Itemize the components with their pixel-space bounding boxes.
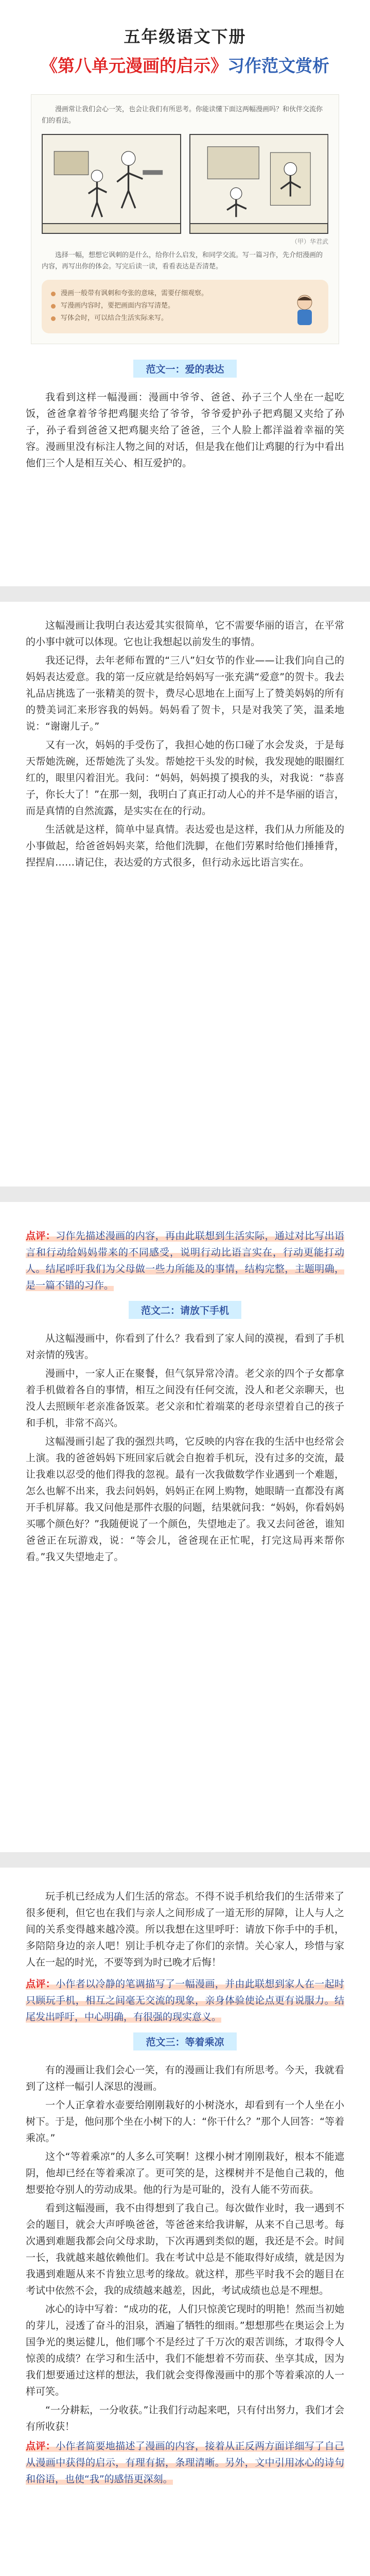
comic-left-image: [42, 134, 181, 234]
comment-label: 点评：: [26, 1978, 56, 1990]
comic-caption: （甲）华君武: [291, 238, 328, 245]
essay-2-comment: [26, 1976, 344, 2025]
essay-2-paragraph-2: 漫画中，一家人正在聚餐，但气氛异常冷清。老父亲的四个子女都拿着手机做着各自的事情，相互之间没有任何交流，没人和老父亲聊天，也没人去照顾年老亲准备饭菜。老父亲和忙着端菜的老母亲望着自己的孩子和手机，非常不高兴。: [26, 1368, 344, 1429]
page-3: [0, 1202, 370, 1852]
tip-item: 漫画一般带有讽刺和夸张的意味，需要仔细观察。: [51, 288, 319, 299]
tip-item: 写体会时，可以结合生活实际来写。: [51, 313, 319, 324]
essay-1-paragraph-2: 这幅漫画让我明白表达爱其实很简单，它不需要华丽的语言，在平常的小事中就可以体现。它也让我想起以前发生的事情。: [26, 620, 344, 648]
essay-1-comment-text: 习作先描述漫画的内容，再由此联想到生活实际，通过对比写出语言和行动给妈妈带来的不同感受，说明行动比语言实在，行动更能打动人。结尾呼吁我们为父母做一些力所能及的事情，结构完整，主题明确，是一篇不错的习作。: [26, 1230, 344, 1291]
title-subtitle: 习作范文赏析: [227, 56, 329, 76]
title-line-1: 五年级语文下册: [124, 27, 246, 46]
essay-3-paragraph-1: 有的漫画让我们会心一笑，有的漫画让我们有所思考。今天，我就看到了这样一幅引人深思的漫画。: [26, 2064, 344, 2092]
essay-1-paragraph-5: 生活就是这样，简单中显真情。表达爱也是这样，我们从力所能及的小事做起，给爸爸妈妈夹菜，给他们洗脚，在他们劳累时给他们捶捶背，捏捏肩……请记住，表达爱的方式很多，但行动永远比语言实在。: [26, 824, 344, 868]
essay-1-paragraph-3: 我还记得，去年老师布置的“三八”妇女节的作业——让我们向自己的妈妈表达爱意。我的第一反应就是给妈妈写一张充满“爱意”的贺卡。我去礼品店挑选了一张精美的贺卡，费尽心思地在上面写上了赞美妈妈的所有的赞美词汇来形容我的妈妈。妈妈看了贺卡，只是对我笑了笑，温柔地说：“谢谢儿子。”: [26, 655, 344, 732]
essay-3-paragraph-3: 这个“等着乘凉”的人多么可笑啊！这棵小树才刚刚栽好，根本不能遮阴，他却已经在等着乘凉了。更可笑的是，这棵树并不是他自己栽的，他想要抢夺别人的劳动成果。他的行为是可耻的，没有人能不劳而获。: [26, 2151, 344, 2195]
essay-2-paragraph-1: 从这幅漫画中，你看到了什么？我看到了家人间的漠视，看到了手机对亲情的残害。: [26, 1333, 344, 1361]
textbook-excerpt: [31, 94, 339, 344]
essay-3-heading: 范文三：等着乘凉: [0, 2032, 370, 2050]
document-title: [0, 0, 370, 77]
tip-item: 写漫画内容时，要把画面内容写清楚。: [51, 300, 319, 312]
comment-label: 点评：: [26, 2441, 56, 2452]
title-book-name: 《第八单元漫画的启示》: [41, 56, 227, 76]
student-illustration-icon: [289, 292, 320, 328]
comment-label: 点评：: [26, 1230, 56, 1242]
bullet-icon: [51, 304, 56, 309]
comic-left-drawing: [43, 135, 180, 223]
comic-right-drawing: [190, 135, 328, 223]
essay-3-paragraph-4: 看到这幅漫画，我不由得想到了我自己。每次做作业时，我一遇到不会的题目，就会大声呼唤爸爸，等爸爸来给我讲解，从来不自己思考。每次遇到难题我都会向父母求助，下次再遇到类似的题，我还是不会。时间一长，我就越来越依赖他们。我在考试中总是不能取得好成绩，就是因为我遇到难题从来不肯独立思考的缘故。就这样，那些平时我不会的题目在考试中依然不会，我的成绩越来越差，因此，考试成绩也总是不理想。: [26, 2202, 344, 2296]
essay-1-heading: 范文一：爱的表达: [0, 360, 370, 378]
essay-2-comment-text: 小作者以冷静的笔调描写了一幅漫画，并由此联想到家人在一起时只顾玩手机，相互之间毫无交流的现象，亲身体验使论点更有说服力。结尾发出呼吁，中心明确，有很强的现实意义。: [26, 1978, 344, 2023]
title-line-2: [41, 53, 329, 77]
bullet-icon: [51, 316, 56, 321]
comic-images: [42, 134, 328, 234]
page-2: [0, 602, 370, 1187]
essay-3-paragraph-2: 一个人正拿着水壶要给刚刚栽好的小树浇水，却看到有一个人坐在小树下。于是，他问那个坐在小树下的人：“你干什么？”那个人回答：“等着乘凉。”: [26, 2099, 344, 2144]
bullet-icon: [51, 292, 56, 296]
essay-3-paragraph-5: 冰心的诗中写着：“成功的花，人们只惊羡它现时的明艳！然而当初她的芽儿，浸透了奋斗的泪泉，洒遍了牺牲的细雨。”想想那些在奥运会上为国争光的奥运健儿，他们哪个不是经过了千万次的艰苦训练，才取得令人惊羡的成绩？在学习和生活中，我们不能想着不劳而获、坐享其成，因为我们想要通过这样的想法，我们就会变得像漫画中的那个等着乘凉的人一样可笑。: [26, 2303, 344, 2397]
essay-3-comment: [26, 2438, 344, 2487]
essay-2-paragraph-4: 玩手机已经成为人们生活的常态。不得不说手机给我们的生活带来了很多便利，但它也在我们与亲人之间形成了一道无形的屏障，让人与人之间的关系变得越来越冷漠。所以我想在这里呼吁：请放下你手中的手机，多陪陪身边的亲人吧！别让手机夺走了你们的亲情。关心家人，珍惜与家人在一起的时光，不要等到为时已晚才后悔！: [26, 1891, 344, 1968]
textbook-instructions: 选择一幅，想想它讽刺的是什么，给你什么启发，和同学交流。写一篇习作，先介绍漫画的内容，再写出你的体会。写完后读一读，看看表达是否清楚。: [42, 251, 323, 270]
essay-3-paragraph-6: “一分耕耘，一分收获。”让我们行动起来吧，只有付出努力，我们才会有所收获！: [26, 2404, 344, 2432]
comic-right-image: [189, 134, 329, 234]
essay-3-comment-text: 小作者简要地描述了漫画的内容，接着从正反两方面详细写了自己从漫画中获得的启示，有理有据，条理清晰。另外，文中引用冰心的诗句和俗语，也使“我”的感悟更深刻。: [26, 2441, 344, 2485]
essay-2-paragraph-3: 这幅漫画引起了我的强烈共鸣，它反映的内容在我的生活中也经常会上演。我的爸爸妈妈下班回家后就会自抱着手机玩，没有过多的交流，最让我难以忍受的他们得我的忽视。最有一次我做数学作业遇到一个难题，怎么也解不出来，我去问妈妈，妈妈正在网上购物，她眼睛一直都没有离开手机屏幕。我又问他是那件衣服的问题，结果就问我：“妈妈，你看妈妈买哪个颜色好？”我随便说了一个颜色，失望地走了。我又去问爸爸，谁知爸爸正在玩游戏，说：“等会儿，爸爸现在正忙呢，打完这局再来帮你看。”我又失望地走了。: [26, 1436, 344, 1563]
page-1: [0, 0, 370, 586]
essay-2-heading: 范文二：请放下手机: [0, 1301, 370, 1319]
page-4: [0, 1868, 370, 2576]
textbook-intro: 漫画常让我们会心一笑，也会让我们有所思考。你能读懂下面这两幅漫画吗？和伙伴交流你们的看法。: [42, 106, 323, 125]
essay-1-paragraph-1: 我看到这样一幅漫画：漫画中爷爷、爸爸、孙子三个人坐在一起吃饭，爸爸拿着爷爷把鸡腿夹给了爷爷，爷爷爱护孙子把鸡腿又夹给了孙子，孙子看到爸爸又把鸡腿夹给了爸爸，三个人脸上都洋溢着幸福的笑容。漫画里没有标注人物之间的对话，但是我在他们让鸡腿的行为中看出他们三个人是相互关心、相互爱护的。: [26, 392, 344, 469]
essay-1-paragraph-4: 又有一次，妈妈的手受伤了，我担心她的伤口碰了水会发炎，于是每天帮她洗碗，还帮她洗了头发。帮她挖干头发的时候，我发现她的眼圈红红的，眼里闪着泪光。我问：“妈妈，妈妈摸了摸我的头，对我说：“恭喜子，你长大了！”在那一刻，我明白了真正打动人心的并不是华丽的语言，而是真情的自然流露，是实实在在的行动。: [26, 739, 344, 817]
tips-box: [42, 280, 328, 333]
essay-1-comment: [26, 1228, 344, 1294]
